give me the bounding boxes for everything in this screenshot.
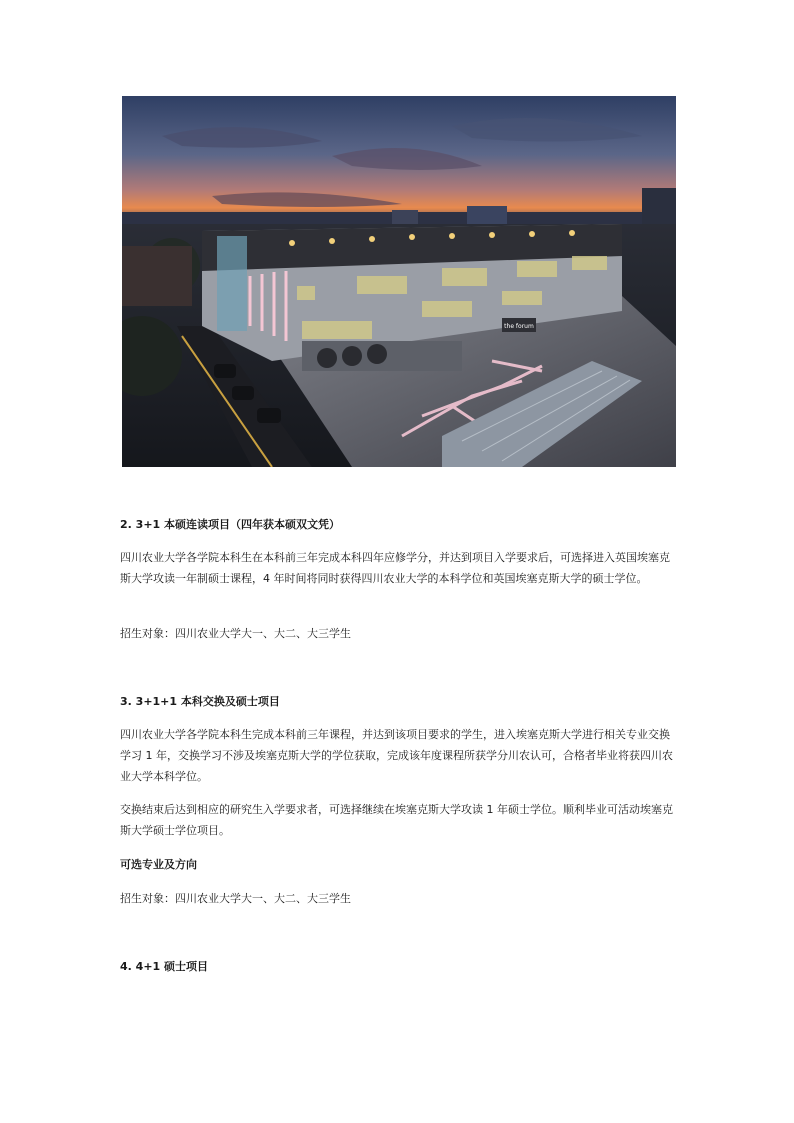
section-2-body: 四川农业大学各学院本科生在本科前三年完成本科四年应修学分，并达到项目入学要求后，可选择进入英国埃塞克斯大学攻读一年制硕士课程，4 年时间将同时获得四川农业大学的本科学位和英国埃塞克斯大学的硕士学位。: [120, 551, 670, 585]
section-2-enroll: 招生对象：四川农业大学大一、大二、大三学生: [120, 627, 351, 640]
section-3-body2-block: [120, 799, 676, 841]
section-2-body-block: [120, 547, 676, 589]
section-3-heading: 3. 3+1+1 本科交换及硕士项目: [120, 695, 280, 708]
section-3-subheading: 可选专业及方向: [120, 858, 197, 871]
campus-building-photo: [122, 96, 676, 467]
section-4-heading: 4. 4+1 硕士项目: [120, 960, 209, 973]
section-3-body-1: 四川农业大学各学院本科生完成本科前三年课程，并达到该项目要求的学生，进入埃塞克斯大学进行相关专业交换学习 1 年，交换学习不涉及埃塞克斯大学的学位获取，完成该年度课程所获学分川农认可，合格者毕业将获四川农业大学本科学位。: [120, 728, 673, 783]
section-3: [120, 694, 676, 710]
section-3-sub-block: [120, 857, 676, 873]
section-2: [120, 517, 676, 533]
section-3-body-2: 交换结束后达到相应的研究生入学要求者，可选择继续在埃塞克斯大学攻读 1 年硕士学位。顺利毕业可活动埃塞克斯大学硕士学位项目。: [120, 803, 673, 837]
section-3-enroll: 招生对象：四川农业大学大一、大二、大三学生: [120, 892, 351, 905]
section-2-enroll-block: [120, 623, 676, 644]
section-4: [120, 959, 676, 975]
section-2-heading: 2. 3+1 本硕连读项目（四年获本硕双文凭）: [120, 518, 341, 531]
section-3-enroll-block: [120, 888, 676, 909]
section-3-body1-block: [120, 724, 676, 787]
forum-sign-text: the forum: [504, 323, 534, 330]
